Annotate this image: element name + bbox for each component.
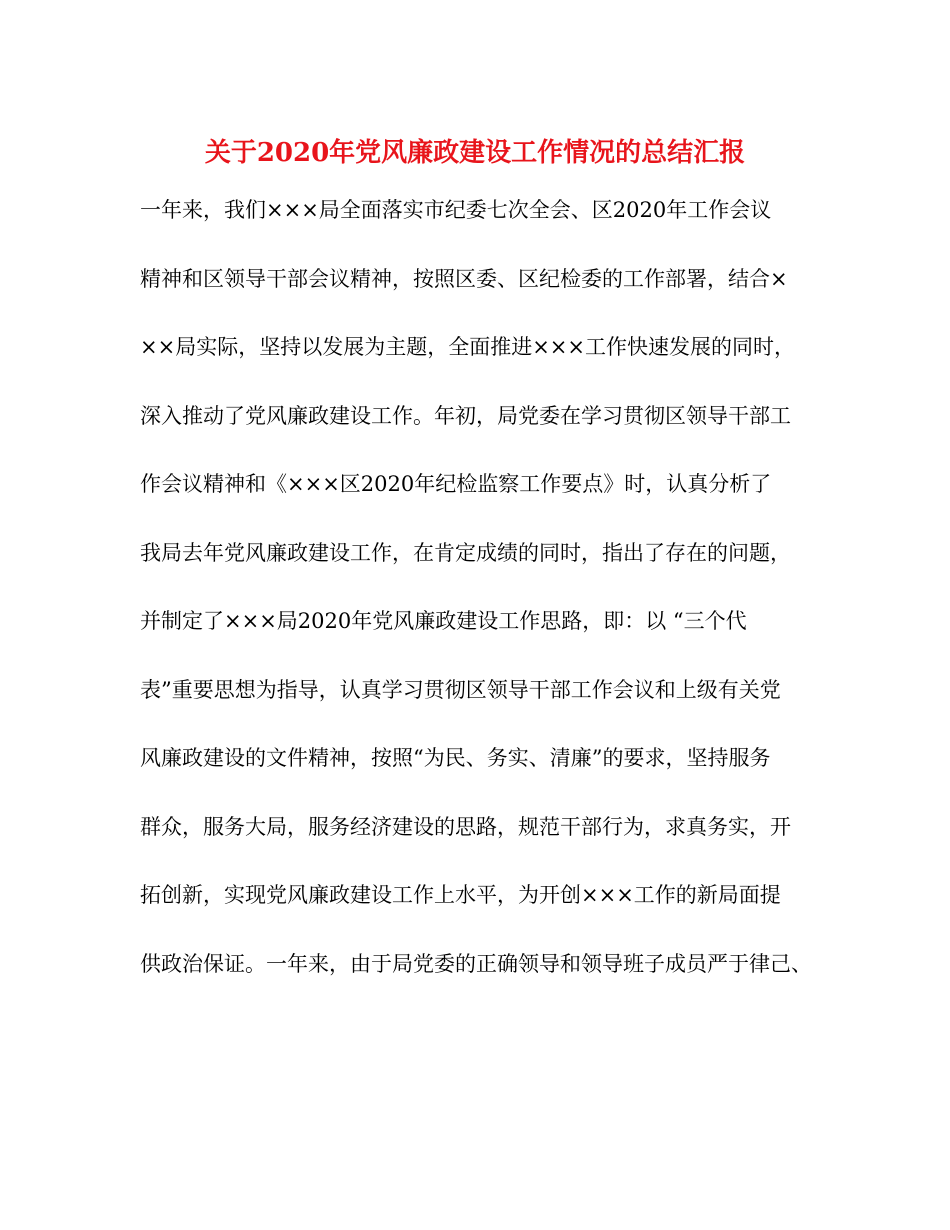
- body-line: 拓创新，实现党风廉政建设工作上水平，为开创×××工作的新局面提: [140, 883, 781, 907]
- body-line: 作会议精神和《×××区2020年纪检监察工作要点》时，认真分析了: [140, 472, 772, 496]
- body-line: 深入推动了党风廉政建设工作。年初，局党委在学习贯彻区领导干部工: [140, 403, 791, 428]
- body-line: 供政治保证。一年来，由于局党委的正确领导和领导班子成员严于律己、: [140, 951, 812, 976]
- body-line: 风廉政建设的文件精神，按照“为民、务实、清廉”的要求，坚持服务: [140, 746, 771, 770]
- body-line: ××局实际，坚持以发展为主题，全面推进×××工作快速发展的同时，: [140, 335, 795, 359]
- body-line: 一年来，我们×××局全面落实市纪委七次全会、区2020年工作会议: [140, 198, 772, 222]
- body-line: 我局去年党风廉政建设工作，在肯定成绩的同时，指出了存在的问题，: [140, 540, 791, 565]
- body-line: 精神和区领导干部会议精神，按照区委、区纪检委的工作部署，结合×: [140, 266, 788, 291]
- body-line: 群众，服务大局，服务经济建设的思路，规范干部行为，求真务实，开: [140, 814, 791, 839]
- body-line: 并制定了×××局2020年党风廉政建设工作思路，即：以 “三个代: [140, 609, 747, 633]
- body-line: 表”重要思想为指导，认真学习贯彻区领导干部工作会议和上级有关党: [140, 677, 781, 702]
- document-body: [140, 190, 840, 1012]
- document-title: 关于2020年党风廉政建设工作情况的总结汇报: [204, 138, 746, 168]
